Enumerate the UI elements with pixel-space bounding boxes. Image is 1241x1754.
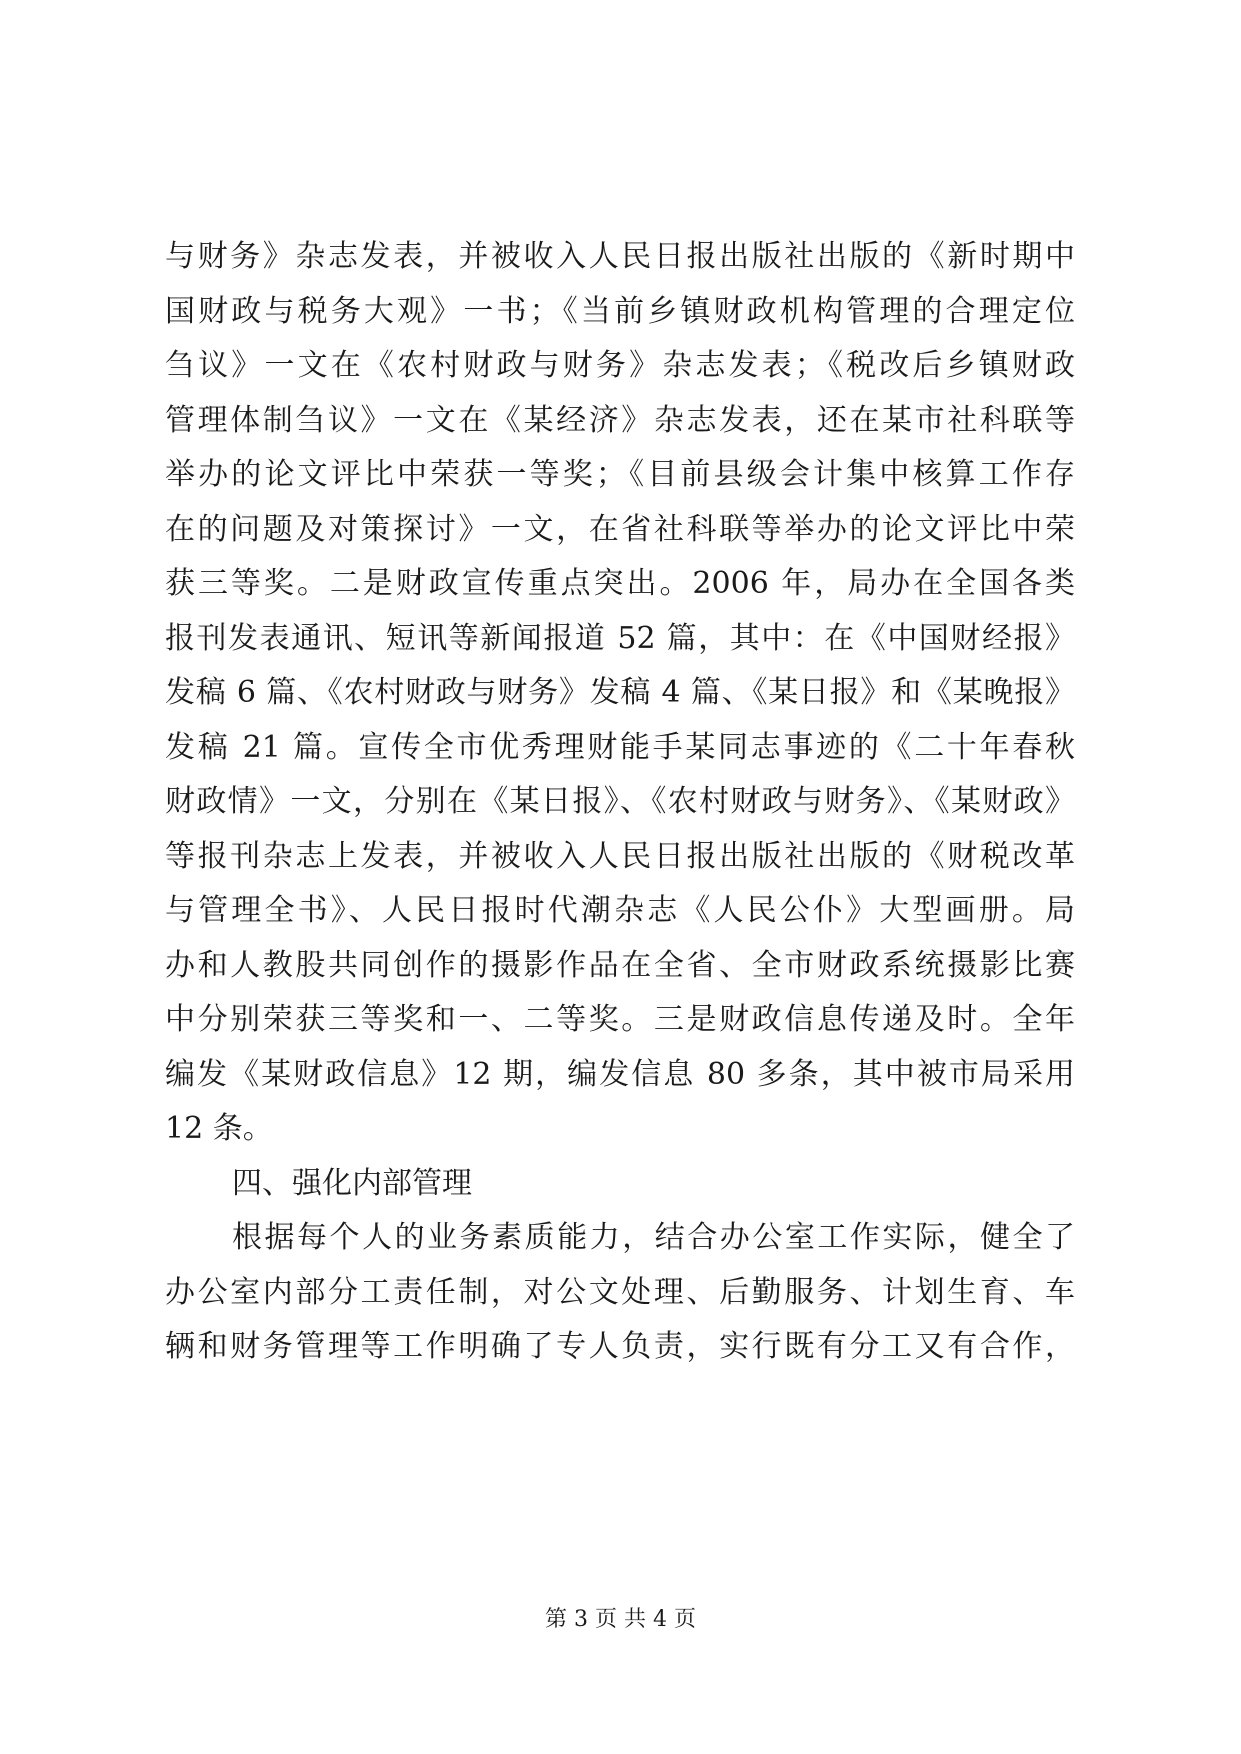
text-line: 与管理全书》、人民日报时代潮杂志《人民公仆》大型画册。局	[165, 893, 1075, 928]
text-line: 办公室内部分工责任制，对公文处理、后勤服务、计划生育、车	[165, 1274, 1075, 1310]
page-number-label: 第 3 页 共 4 页	[545, 1607, 696, 1632]
text-line: 报刊发表通讯、短讯等新闻报道 52 篇，其中：在《中国财经报》	[165, 620, 1075, 656]
text-line: 发稿 6 篇、《农村财政与财务》发稿 4 篇、《某日报》和《某晚报》	[165, 675, 1075, 710]
text-line: 辆和财务管理等工作明确了专人负责，实行既有分工又有合作，	[165, 1329, 1075, 1364]
text-line: 办和人教股共同创作的摄影作品在全省、全市财政系统摄影比赛	[165, 947, 1075, 983]
text-line: 刍议》一文在《农村财政与财务》杂志发表；《税改后乡镇财政	[165, 348, 1075, 383]
text-line: 在的问题及对策探讨》一文，在省社科联等举办的论文评比中荣	[165, 511, 1075, 547]
text-line: 12 条。	[165, 1111, 273, 1146]
text-line: 中分别荣获三等奖和一、二等奖。三是财政信息传递及时。全年	[165, 1002, 1075, 1037]
text-line: 发稿 21 篇。宣传全市优秀理财能手某同志事迹的《二十年春秋	[165, 729, 1075, 765]
text-line: 等报刊杂志上发表，并被收入人民日报出版社出版的《财税改革	[165, 838, 1075, 874]
text-line: 管理体制刍议》一文在《某经济》杂志发表，还在某市社科联等	[165, 402, 1075, 438]
text-line: 举办的论文评比中荣获一等奖；《目前县级会计集中核算工作存	[165, 457, 1075, 492]
text-line: 财政情》一文，分别在《某日报》、《农村财政与财务》、《某财政》	[165, 784, 1075, 819]
section-heading: 四、强化内部管理	[232, 1165, 472, 1201]
text-line: 国财政与税务大观》一书；《当前乡镇财政机构管理的合理定位	[165, 293, 1075, 329]
text-line: 与财务》杂志发表，并被收入人民日报出版社出版的《新时期中	[165, 239, 1075, 274]
text-line: 获三等奖。二是财政宣传重点突出。2006 年，局办在全国各类	[165, 566, 1075, 601]
body-text	[165, 230, 1075, 1375]
text-line: 根据每个人的业务素质能力，结合办公室工作实际，健全了	[232, 1220, 1075, 1255]
text-line: 编发《某财政信息》12 期，编发信息 80 多条，其中被市局采用	[165, 1056, 1075, 1092]
page-footer	[0, 1605, 1241, 1635]
